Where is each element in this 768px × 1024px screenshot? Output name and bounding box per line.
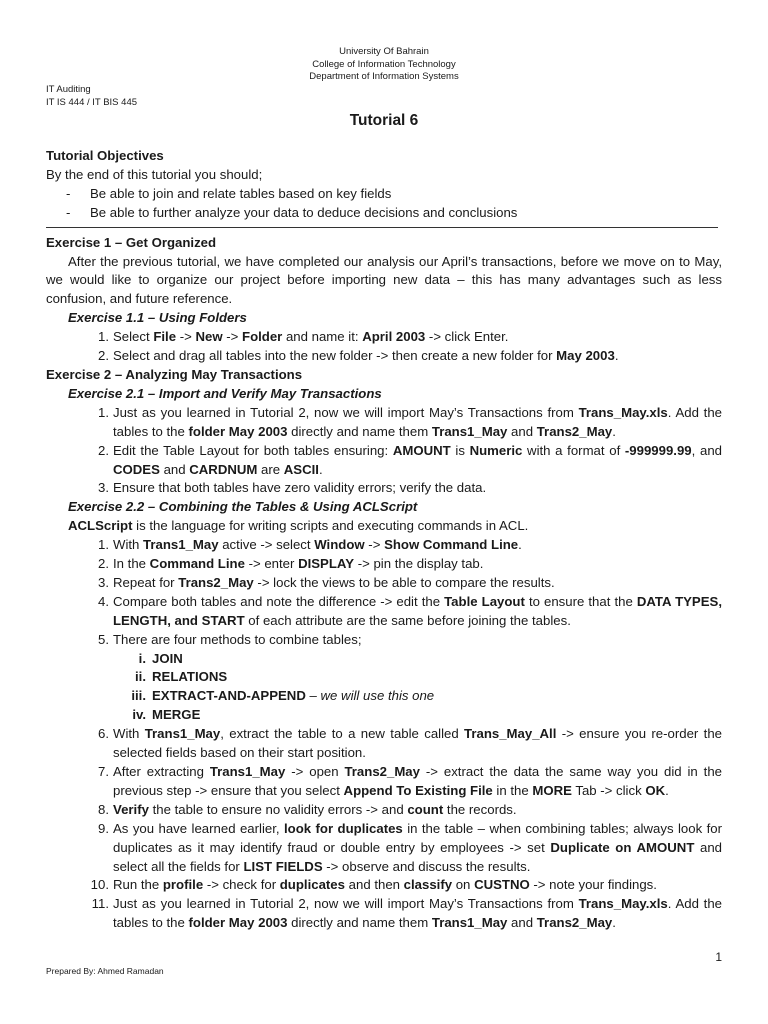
document-body — [46, 147, 722, 933]
list-item: 3. Ensure that both tables have zero validity errors; verify the data. — [98, 480, 487, 496]
department-name: Department of Information Systems — [309, 71, 459, 82]
list-item: 3. Repeat for Trans2_May -> lock the views to be able to compare the results. — [98, 574, 555, 590]
objectives-heading: Tutorial Objectives — [46, 148, 164, 163]
course-codes: IT IS 444 / IT BIS 445 — [46, 96, 138, 108]
list-item: 1. Just as you learned in Tutorial 2, now we will import May’s Transactions from Trans_May.xls. Add the tables to the folder May 2003 directly and name them Trans1_May and Trans2_May. — [98, 404, 722, 439]
list-item: 4. Compare both tables and note the difference -> edit the Table Layout to ensure that the DATA TYPES, LENGTH, and START of each attribute are the same before joining the tables. — [98, 593, 722, 628]
list-item: 9. As you have learned earlier, look for duplicates in the table – when combining tables; always look for duplicates as it may identify fraud or double entry by employees -> set Duplicate on AMOUNT and select all the fields for LIST FIELDS -> observe and discuss the results. — [98, 820, 722, 874]
list-item: 8. Verify the table to ensure no validity errors -> and count the records. — [98, 801, 517, 817]
list-item: 6. With Trans1_May, extract the table to a new table called Trans_May_All -> ensure you re-order the selected fields based on their start position. — [98, 726, 722, 761]
course-name: IT Auditing — [46, 84, 91, 95]
list-item: 1. With Trans1_May active -> select Window -> Show Command Line. — [98, 537, 522, 553]
exercise-2-heading: Exercise 2 – Analyzing May Transactions — [46, 366, 303, 382]
exercise-2-1-heading: Exercise 2.1 – Import and Verify May Transactions — [68, 385, 382, 401]
exercise-2-2-steps-continued — [46, 725, 722, 933]
list-item: 2. Select and drag all tables into the new folder -> then create a new folder for May 2003. — [98, 348, 619, 364]
prepared-by: Prepared By: Ahmed Ramadan — [46, 966, 164, 976]
university-name: University Of Bahrain — [339, 46, 429, 57]
list-item: 7. After extracting Trans1_May -> open Trans2_May -> extract the data the same way you did in the previous step -> ensure that you select Append To Existing File in the MORE Tab -> click OK. — [98, 764, 723, 798]
list-item: i. JOIN — [138, 650, 183, 666]
exercise-1-paragraph: After the previous tutorial, we have completed our analysis our April’s transactions, before we move on to May, we would like to organize our project before importing new data – this has many advantages such as less confusion, and future reference. — [46, 253, 722, 307]
exercise-1-1-steps — [46, 328, 722, 366]
list-item: 5. There are four methods to combine tables; — [98, 631, 362, 647]
objectives-intro: By the end of this tutorial you should; — [46, 166, 263, 182]
list-item: 1. Select File -> New -> Folder and name it: April 2003 -> click Enter. — [98, 329, 509, 345]
exercise-1-1-heading: Exercise 1.1 – Using Folders — [68, 310, 247, 326]
exercise-1-heading: Exercise 1 – Get Organized — [46, 234, 217, 250]
college-name: College of Information Technology — [312, 58, 456, 70]
divider — [46, 227, 718, 228]
exercise-2-2-heading: Exercise 2.2 – Combining the Tables & Using ACLScript — [68, 499, 418, 515]
list-item: 10. Run the profile -> check for duplicates and then classify on CUSTNO -> note your findings. — [90, 877, 657, 893]
exercise-2-2-steps — [46, 536, 722, 649]
objective-item: - Be able to join and relate tables based on key fields — [66, 185, 392, 201]
list-item: iv. MERGE — [132, 707, 201, 723]
combine-methods — [46, 650, 722, 726]
exercise-2-1-steps — [46, 404, 722, 499]
list-item: 2. In the Command Line -> enter DISPLAY -> pin the display tab. — [98, 556, 484, 572]
objective-item: - Be able to further analyze your data to deduce decisions and conclusions — [66, 204, 518, 220]
list-item: 2. Edit the Table Layout for both tables ensuring: AMOUNT is Numeric with a format of -999999.99, and CODES and CARDNUM are ASCII. — [98, 442, 722, 477]
page-number: 1 — [715, 950, 722, 964]
list-item: 11. Just as you learned in Tutorial 2, now we will import May’s Transactions from Trans_May.xls. Add the tables to the folder May 2003 directly and name them Trans1_May and Trans2_May. — [91, 896, 722, 931]
list-item: ii. RELATIONS — [135, 669, 228, 685]
aclscript-intro: ACLScript is the language for writing scripts and executing commands in ACL. — [68, 518, 529, 534]
list-item: iii. EXTRACT-AND-APPEND – we will use this one — [131, 688, 435, 704]
page-title: Tutorial 6 — [349, 112, 419, 129]
